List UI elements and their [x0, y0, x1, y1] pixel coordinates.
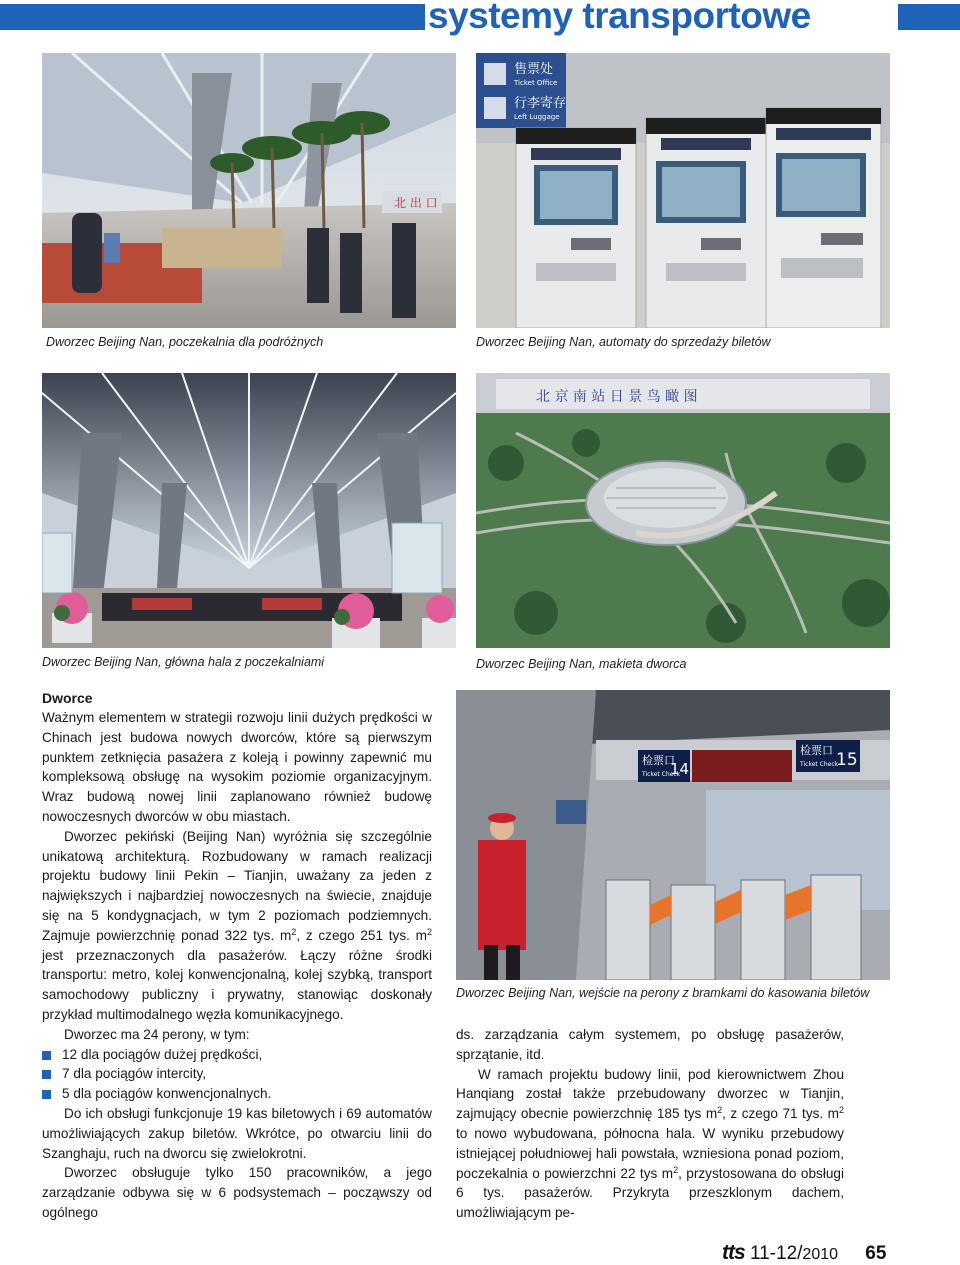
header-bar-left: [0, 4, 425, 30]
paragraph: Do ich obsługi funkcjonuje 19 kas biletowych i 69 automatów umożliwiających zakup biletów. Wkrótce, po otwarciu linii do Szanghaju, ruch na dworcu się zwielokrotni.: [42, 1105, 432, 1161]
section-title: systemy transportowe: [428, 0, 811, 36]
issue-number: 11-12/: [749, 1243, 803, 1264]
article-heading: Dworce: [42, 690, 93, 706]
photo-caption: Dworzec Beijing Nan, wejście na perony z bramkami do kasowania biletów: [456, 986, 870, 1000]
gate-sign-left-cn: 检票口: [642, 754, 675, 767]
magazine-logo: tts: [722, 1241, 745, 1264]
gate-sign-right-en: Ticket Check: [800, 761, 839, 768]
article-right-column: [456, 1025, 844, 1223]
photo-main-hall: [42, 373, 456, 648]
ticket-office-cn: 售票处: [514, 62, 554, 77]
paragraph: Dworzec pekiński (Beijing Nan) wyróżnia się szczególnie unikatową architekturą. Rozbudowany w ramach realizacji projektu budowy linii Pekin – Tianjin, uważany za jeden z największych i najbardziej nowoczesnych na świecie, znajduje się na 5 kondygnacjach, w tym 2 poziomach podziemnych. Zajmuje powierzchnię ponad 322 tys. $m^2$, z czego 251 tys. $m^2$ jest przeznaczonych dla pasażerów. Łączy różne środki transportu: metro, kolej konwencjonalną, kolej szybką, transport samochodowy publiczny i prywatny, stanowiąc doskonały przykład multimodalnego węzła komunikacyjnego.: [42, 828, 432, 1022]
photo-caption: Dworzec Beijing Nan, główna hala z poczekalniami: [42, 655, 325, 669]
gate-sign-left-number: 14: [670, 760, 690, 778]
photo-caption: Dworzec Beijing Nan, poczekalnia dla podróżnych: [46, 335, 324, 349]
page-footer: [722, 1241, 886, 1265]
photo-gates: [456, 690, 890, 980]
exit-sign-text: 北 出 口: [394, 196, 438, 210]
platform-list: [42, 1045, 432, 1104]
issue-year: 2010: [802, 1246, 839, 1263]
photo-caption: Dworzec Beijing Nan, makieta dworca: [476, 657, 687, 671]
list-item: 5 dla pociągów konwencjonalnych.: [42, 1084, 432, 1104]
paragraph: Dworzec obsługuje tylko 150 pracowników, a jego zarządzanie odbywa się w 6 podsystemach – począwszy od ogólnego: [42, 1165, 432, 1220]
paragraph: Dworzec ma 24 perony, w tym:: [64, 1026, 250, 1042]
photo-model: [476, 373, 890, 648]
ticket-office-en: Ticket Office: [514, 79, 558, 87]
gate-sign-right-cn: 检票口: [800, 744, 833, 757]
article-left-column: [42, 688, 432, 1223]
photo-waiting-hall: [42, 53, 456, 328]
gate-sign-left-en: Ticket Check: [642, 771, 681, 778]
list-item: 7 dla pociągów intercity,: [42, 1064, 432, 1084]
list-item: 12 dla pociągów dużej prędkości,: [42, 1045, 432, 1065]
paragraph: Ważnym elementem w strategii rozwoju linii dużych prędkości w Chinach jest budowa nowych dworców, które są pierwszym punktem zetknięcia pasażera z koleją i powinny zapewnić mu kompleksową obsługę na wysokim poziomie organizacyjnym. Wraz budową nowej linii zaplanowano również budowę nowoczesnych dworców w obu miastach.: [42, 710, 432, 824]
header-bar-right: [898, 4, 960, 30]
paragraph: ds. zarządzania całym systemem, po obsługę pasażerów, sprzątanie, itd.: [456, 1027, 844, 1062]
gate-sign-right-number: 15: [836, 750, 858, 770]
left-luggage-cn: 行李寄存: [514, 96, 567, 111]
photo-caption: Dworzec Beijing Nan, automaty do sprzedaży biletów: [476, 335, 771, 349]
left-luggage-en: Left Luggage: [514, 113, 560, 121]
page-number: 65: [865, 1243, 887, 1264]
paragraph: W ramach projektu budowy linii, pod kierownictwem Zhou Hanqiang został także przebudowany dworzec w Tianjin, zajmujący obecnie powierzchnię 185 tys $m^2$, z czego 71 tys. $m^2$ to nowo wybudowana, północna hala. W wyniku przebudowy istniejącej południowej hali powstała, wzniesiona ponad poziom, poczekalnia o powierzchni 22 tys $m^2$, przystosowana do obsługi 6 tys. pasażerów. Przykryta przeszklonym dachem, umożliwiającym pe-: [456, 1066, 845, 1221]
photo-ticket-machines: [476, 53, 890, 328]
model-banner: 北 京 南 站 日 景 鸟 瞰 图: [536, 389, 698, 405]
